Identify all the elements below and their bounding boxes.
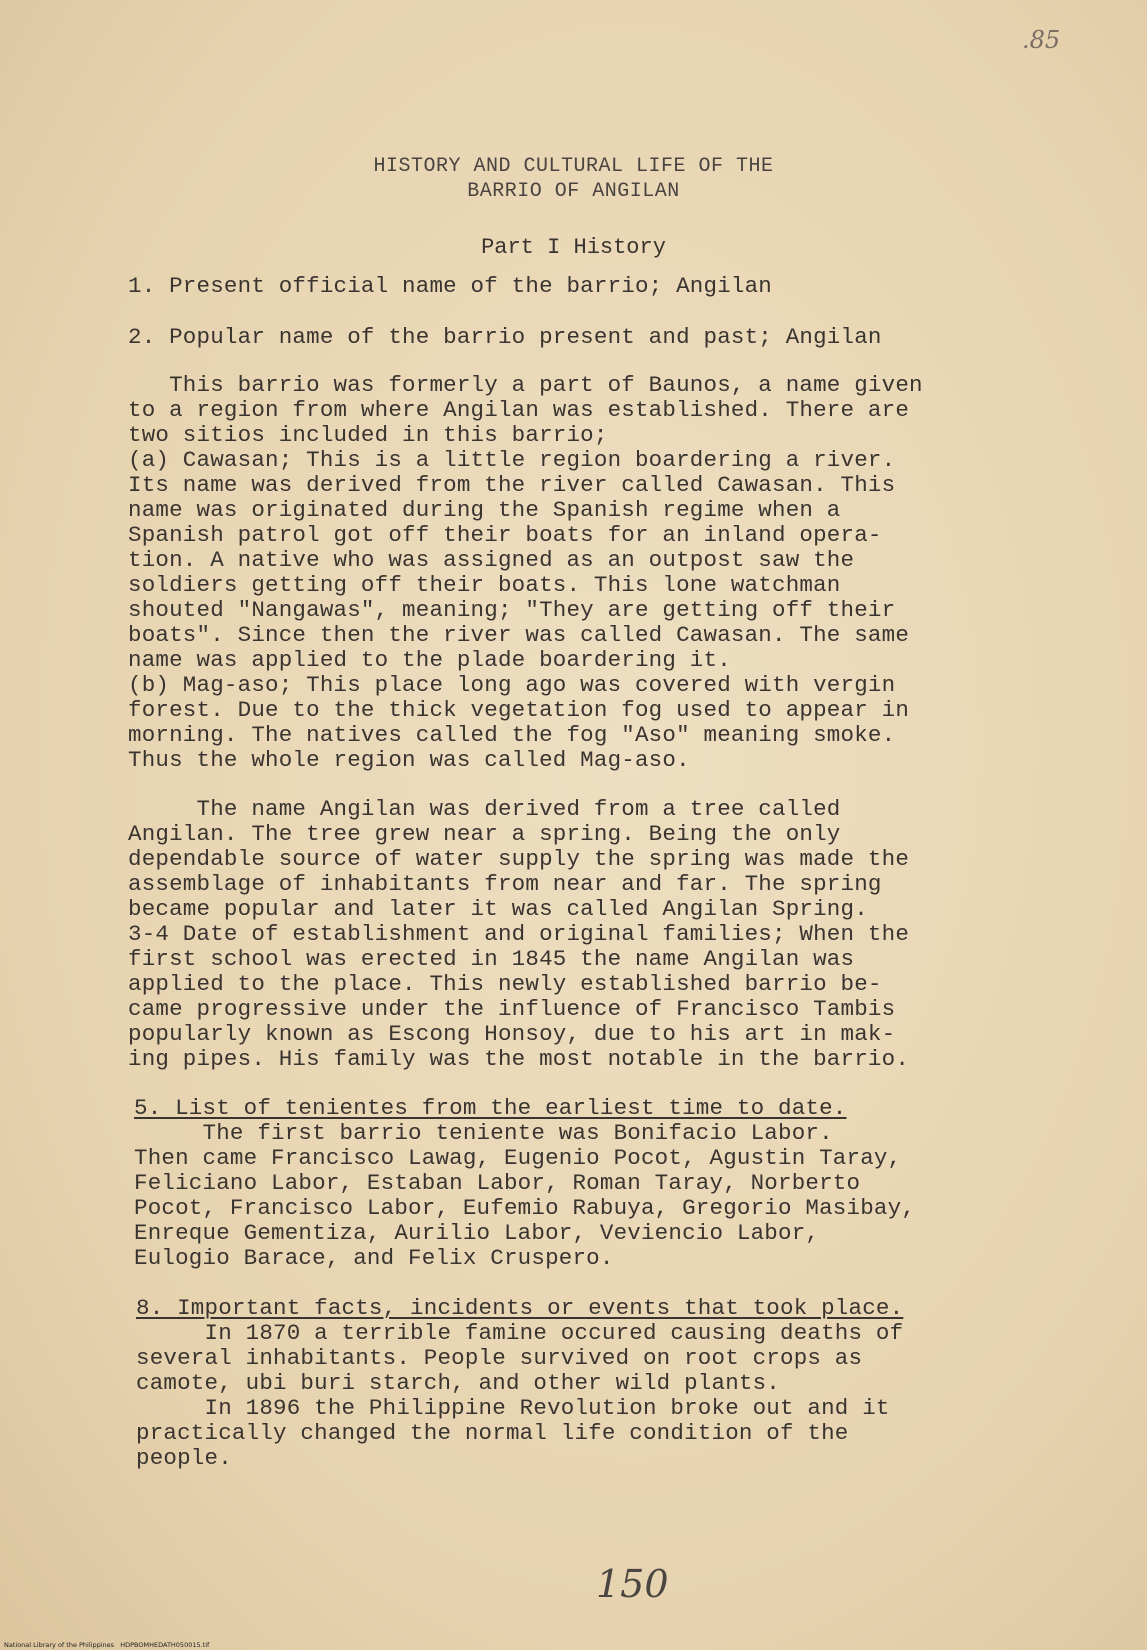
top-page-number: .85 [1022, 26, 1061, 54]
text-line: morning. The natives called the fog "Aso" meaning smoke. [128, 722, 896, 748]
text-line: assemblage of inhabitants from near and far. The spring [128, 871, 882, 897]
text-line: (a) Cawasan; This is a little region boardering a river. [128, 447, 896, 473]
text-line: name was applied to the plade boardering it. [128, 647, 731, 673]
text-line: Feliciano Labor, Estaban Labor, Roman Taray, Norberto [134, 1170, 861, 1196]
text-line: Eulogio Barace, and Felix Cruspero. [134, 1245, 614, 1271]
text-line: Pocot, Francisco Labor, Eufemio Rabuya, Gregorio Masibay, [134, 1195, 916, 1221]
text-line: people. [136, 1445, 232, 1471]
text-line: Angilan. The tree grew near a spring. Being the only [128, 821, 841, 847]
text-line: (b) Mag-aso; This place long ago was covered with vergin [128, 672, 896, 698]
text-line: soldiers getting off their boats. This lone watchman [128, 572, 841, 598]
text-line: The first barrio teniente was Bonifacio Labor. [134, 1120, 833, 1146]
text-line: camote, ubi buri starch, and other wild plants. [136, 1370, 781, 1396]
text-line: came progressive under the influence of Francisco Tambis [128, 996, 896, 1022]
text-line: The name Angilan was derived from a tree called [128, 796, 841, 822]
text-line: first school was erected in 1845 the name Angilan was [128, 946, 855, 972]
document-title-line-1: HISTORY AND CULTURAL LIFE OF THE [373, 155, 774, 178]
text-line: several inhabitants. People survived on root crops as [136, 1345, 863, 1371]
text-line: In 1896 the Philippine Revolution broke out and it [136, 1395, 890, 1421]
text-line: to a region from where Angilan was established. There are [128, 397, 910, 423]
text-line: dependable source of water supply the spring was made the [128, 846, 910, 872]
text-line: forest. Due to the thick vegetation fog used to appear in [128, 697, 910, 723]
scan-footer: National Library of the Philippines HDPBOMHEDATH050015.tif [4, 1641, 210, 1649]
bottom-page-number: 150 [596, 1562, 669, 1606]
item-2: 2. Popular name of the barrio present and past; Angilan [128, 324, 882, 350]
text-line: Then came Francisco Lawag, Eugenio Pocot, Agustin Taray, [134, 1145, 902, 1171]
text-line: boats". Since then the river was called Cawasan. The same [128, 622, 910, 648]
text-line: two sitios included in this barrio; [128, 422, 608, 448]
section-heading-important-facts: 8. Important facts, incidents or events that took place. [136, 1295, 904, 1321]
text-line: name was originated during the Spanish regime when a [128, 497, 841, 523]
text-line: Thus the whole region was called Mag-aso. [128, 747, 690, 773]
text-line: shouted "Nangawas", meaning; "They are getting off their [128, 597, 896, 623]
section-heading-tenientes: 5. List of tenientes from the earliest time to date. [134, 1095, 847, 1121]
text-line: Spanish patrol got off their boats for an inland opera- [128, 522, 882, 548]
text-line: popularly known as Escong Honsoy, due to his art in mak- [128, 1021, 896, 1047]
text-line: practically changed the normal life condition of the [136, 1420, 849, 1446]
text-line: tion. A native who was assigned as an outpost saw the [128, 547, 855, 573]
text-line: applied to the place. This newly established barrio be- [128, 971, 882, 997]
text-line: ing pipes. His family was the most notable in the barrio. [128, 1046, 910, 1072]
text-line: Its name was derived from the river called Cawasan. This [128, 472, 896, 498]
part-heading: Part I History [481, 235, 666, 260]
text-line: 3-4 Date of establishment and original families; When the [128, 921, 910, 947]
item-1: 1. Present official name of the barrio; Angilan [128, 273, 773, 299]
text-line: became popular and later it was called Angilan Spring. [128, 896, 868, 922]
text-line: In 1870 a terrible famine occured causing deaths of [136, 1320, 904, 1346]
text-line: This barrio was formerly a part of Baunos, a name given [128, 372, 923, 398]
document-title-line-2: BARRIO OF ANGILAN [467, 180, 680, 203]
text-line: Enreque Gementiza, Aurilio Labor, Veviencio Labor, [134, 1220, 820, 1246]
